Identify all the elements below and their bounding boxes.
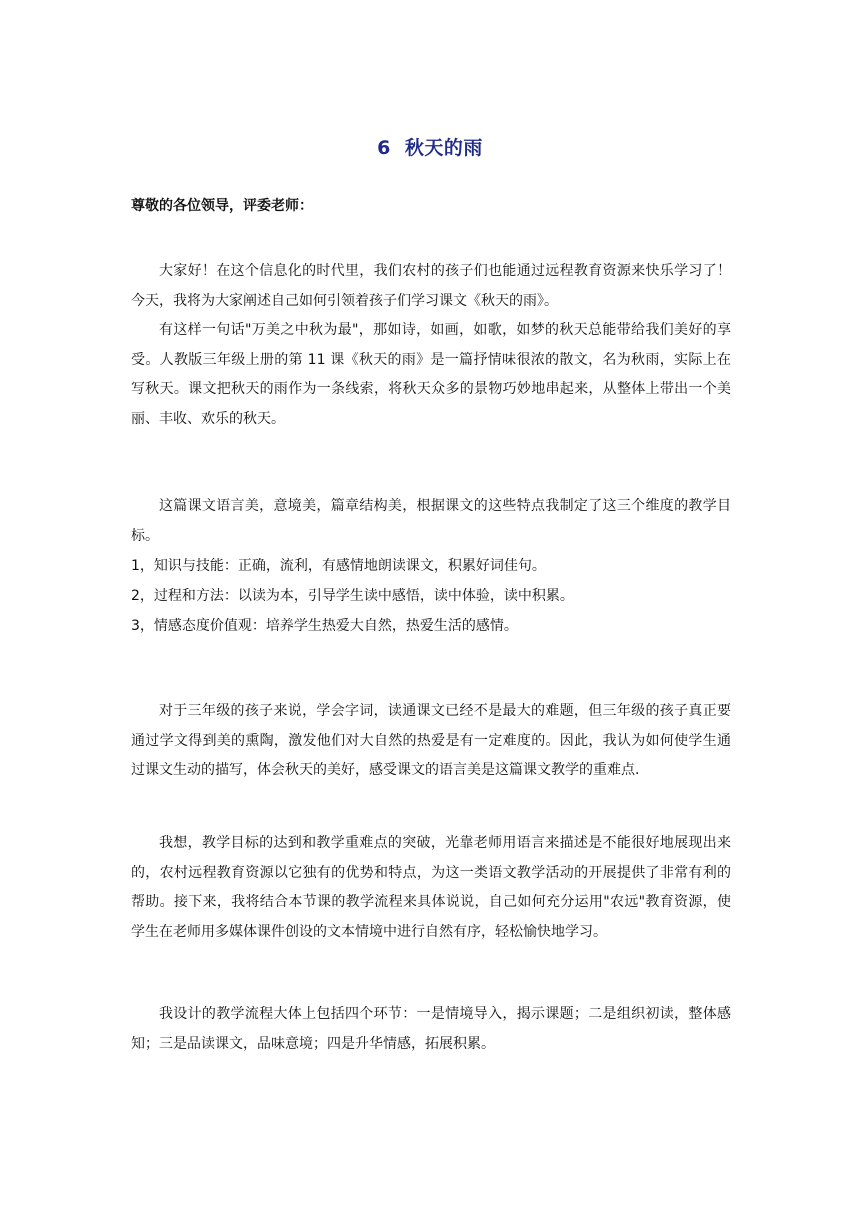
resources-block — [131, 829, 731, 947]
goals-block — [131, 492, 731, 641]
lesson-title: 秋天的雨 — [404, 137, 483, 159]
document-title — [0, 133, 860, 160]
difficulty-block — [131, 697, 731, 786]
goal-item-1: 1，知识与技能：正确，流利，有感情地朗读课文，积累好词佳句。 — [131, 558, 546, 574]
paragraph-process: 我设计的教学流程大体上包括四个环节：一是情境导入，揭示课题；二是组织初读，整体感知；三是品读课文，品味意境；四是升华情感，拓展积累。 — [131, 1006, 731, 1052]
lesson-number: 6 — [377, 137, 391, 159]
paragraph-1-block — [131, 257, 731, 434]
process-block — [131, 1000, 731, 1059]
salutation: 尊敬的各位领导，评委老师： — [131, 198, 313, 214]
goal-item-3: 3，情感态度价值观：培养学生热爱大自然，热爱生活的感情。 — [131, 618, 518, 634]
paragraph-goals-intro: 这篇课文语言美，意境美，篇章结构美，根据课文的这些特点我制定了这三个维度的教学目标。 — [131, 498, 731, 544]
paragraph-intro: 有这样一句话"万美之中秋为最"，那如诗，如画，如歌，如梦的秋天总能带给我们美好的享受。人教版三年级上册的第 11 课《秋天的雨》是一篇抒情味很浓的散文，名为秋雨，实际上在写秋天。课文把秋天的雨作为一条线索，将秋天众多的景物巧妙地串起来，从整体上带出一个美丽、丰收、欢乐的秋天。 — [131, 322, 731, 427]
goal-item-2: 2，过程和方法：以读为本，引导学生读中感悟，读中体验，读中积累。 — [131, 588, 574, 604]
paragraph-difficulty: 对于三年级的孩子来说，学会字词，读通课文已经不是最大的难题，但三年级的孩子真正要通过学文得到美的熏陶，激发他们对大自然的热爱是有一定难度的。因此，我认为如何使学生通过课文生动的描写，体会秋天的美好，感受课文的语言美是这篇课文教学的重难点. — [131, 703, 731, 778]
paragraph-greeting: 大家好！在这个信息化的时代里，我们农村的孩子们也能通过远程教育资源来快乐学习了！今天，我将为大家阐述自己如何引领着孩子们学习课文《秋天的雨》。 — [131, 263, 731, 309]
paragraph-resources: 我想，教学目标的达到和教学重难点的突破，光靠老师用语言来描述是不能很好地展现出来的，农村远程教育资源以它独有的优势和特点，为这一类语文教学活动的开展提供了非常有利的帮助。接下来，我将结合本节课的教学流程来具体说说，自己如何充分运用"农远"教育资源，使学生在老师用多媒体课件创设的文本情境中进行自然有序，轻松愉快地学习。 — [131, 835, 731, 940]
